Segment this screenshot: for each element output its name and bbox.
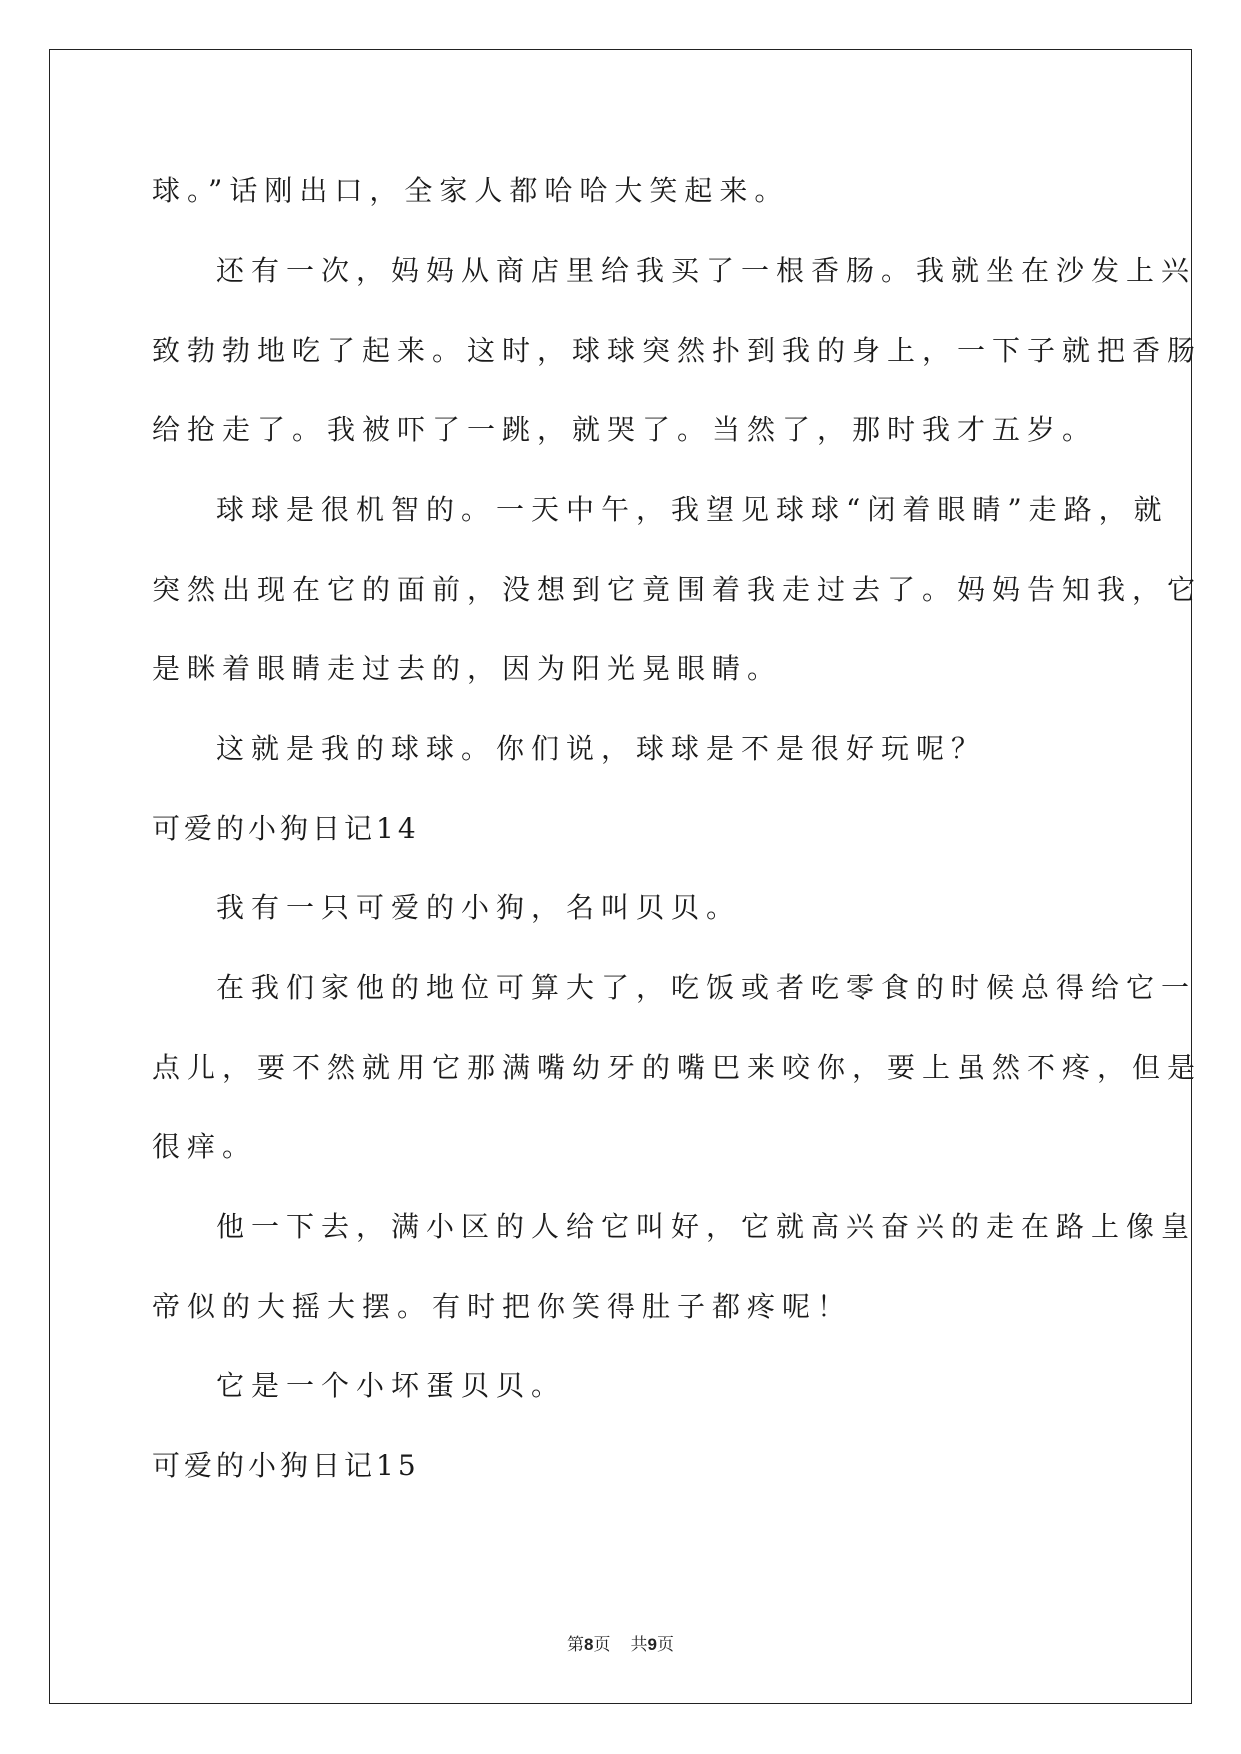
paragraph-line: 帝似的大摇大摆。有时把你笑得肚子都疼呢！ [152, 1290, 853, 1323]
paragraph-line: 在我们家他的地位可算大了，吃饭或者吃零食的时候总得给它一 [216, 971, 1197, 1004]
paragraph-line: 突然出现在它的面前，没想到它竟围着我走过去了。妈妈告知我，它 [152, 573, 1203, 606]
document-body [152, 0, 1203, 1700]
paragraph-line: 很痒。 [152, 1130, 258, 1163]
paragraph-line: 致勃勃地吃了起来。这时，球球突然扑到我的身上，一下子就把香肠 [152, 334, 1203, 367]
footer-page-current: 8 [584, 1635, 594, 1654]
footer-page-total: 9 [647, 1635, 657, 1654]
paragraph-line: 我有一只可爱的小狗，名叫贝贝。 [216, 891, 742, 924]
paragraph-line: 球。”话刚出口，全家人都哈哈大笑起来。 [152, 174, 790, 207]
paragraph-line: 他一下去，满小区的人给它叫好，它就高兴奋兴的走在路上像皇 [216, 1210, 1197, 1243]
page-footer [0, 1630, 1241, 1655]
footer-total-prefix: 共 [630, 1635, 648, 1655]
footer-page-mid: 页 [593, 1635, 611, 1655]
paragraph-line: 还有一次，妈妈从商店里给我买了一根香肠。我就坐在沙发上兴 [216, 254, 1197, 287]
footer-page-prefix: 第 [567, 1635, 585, 1655]
paragraph-line: 是眯着眼睛走过去的，因为阳光晃眼睛。 [152, 652, 783, 685]
paragraph-line: 这就是我的球球。你们说，球球是不是很好玩呢？ [216, 732, 987, 765]
section-heading: 可爱的小狗日记14 [152, 812, 420, 845]
paragraph-line: 它是一个小坏蛋贝贝。 [216, 1369, 567, 1402]
footer-total-suffix: 页 [656, 1635, 674, 1655]
section-heading: 可爱的小狗日记15 [152, 1449, 420, 1482]
paragraph-line: 球球是很机智的。一天中午，我望见球球“闭着眼睛”走路，就 [216, 493, 1169, 526]
paragraph-line: 点儿，要不然就用它那满嘴幼牙的嘴巴来咬你，要上虽然不疼，但是 [152, 1051, 1203, 1084]
paragraph-line: 给抢走了。我被吓了一跳，就哭了。当然了，那时我才五岁。 [152, 413, 1098, 446]
